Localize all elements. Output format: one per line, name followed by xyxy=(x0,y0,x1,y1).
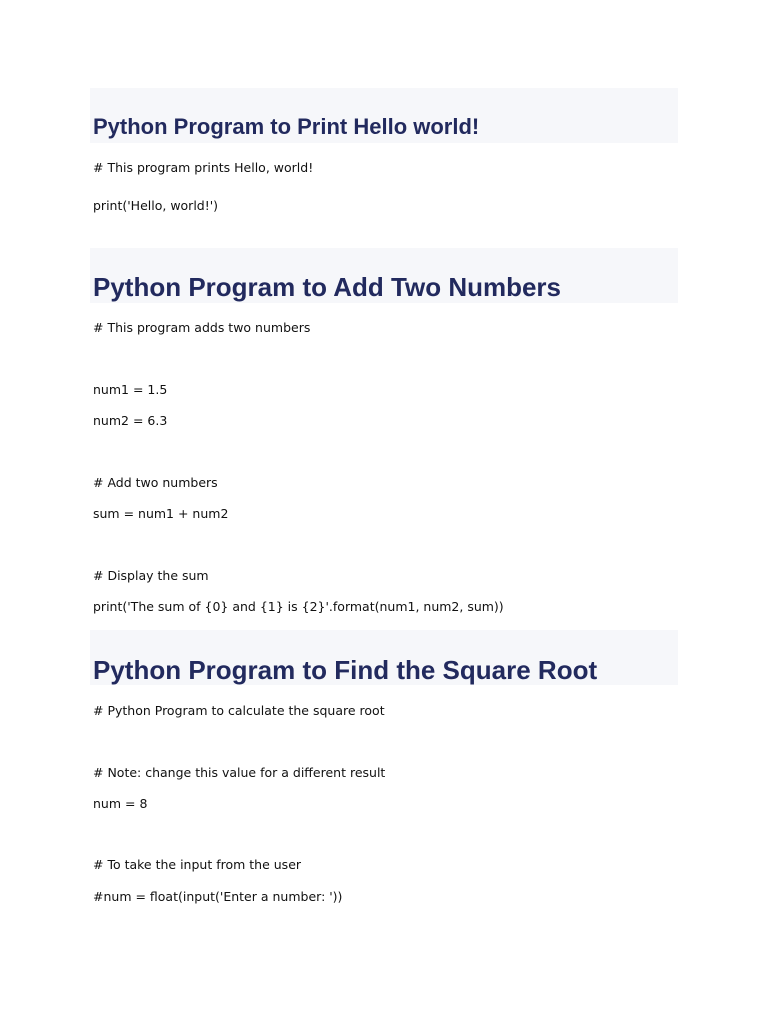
code-line: # This program prints Hello, world! xyxy=(93,160,314,175)
code-line: num1 = 1.5 xyxy=(93,382,168,397)
section-title-square-root: Python Program to Find the Square Root xyxy=(93,655,598,685)
code-line: #num = float(input('Enter a number: ')) xyxy=(93,889,343,904)
code-line: # Note: change this value for a different result xyxy=(93,765,386,780)
code-line: print('Hello, world!') xyxy=(93,198,219,213)
code-line: sum = num1 + num2 xyxy=(93,506,229,521)
code-line: # Display the sum xyxy=(93,568,209,583)
code-line: num2 = 6.3 xyxy=(93,413,168,428)
section-title-add-numbers: Python Program to Add Two Numbers xyxy=(93,272,562,302)
code-line: # This program adds two numbers xyxy=(93,320,311,335)
code-line: print('The sum of {0} and {1} is {2}'.format(num1, num2, sum)) xyxy=(93,599,504,614)
code-line: num = 8 xyxy=(93,796,148,811)
code-line: # Python Program to calculate the square root xyxy=(93,703,385,718)
code-line: # To take the input from the user xyxy=(93,857,302,872)
section-title-hello-world: Python Program to Print Hello world! xyxy=(93,114,480,139)
code-line: # Add two numbers xyxy=(93,475,218,490)
